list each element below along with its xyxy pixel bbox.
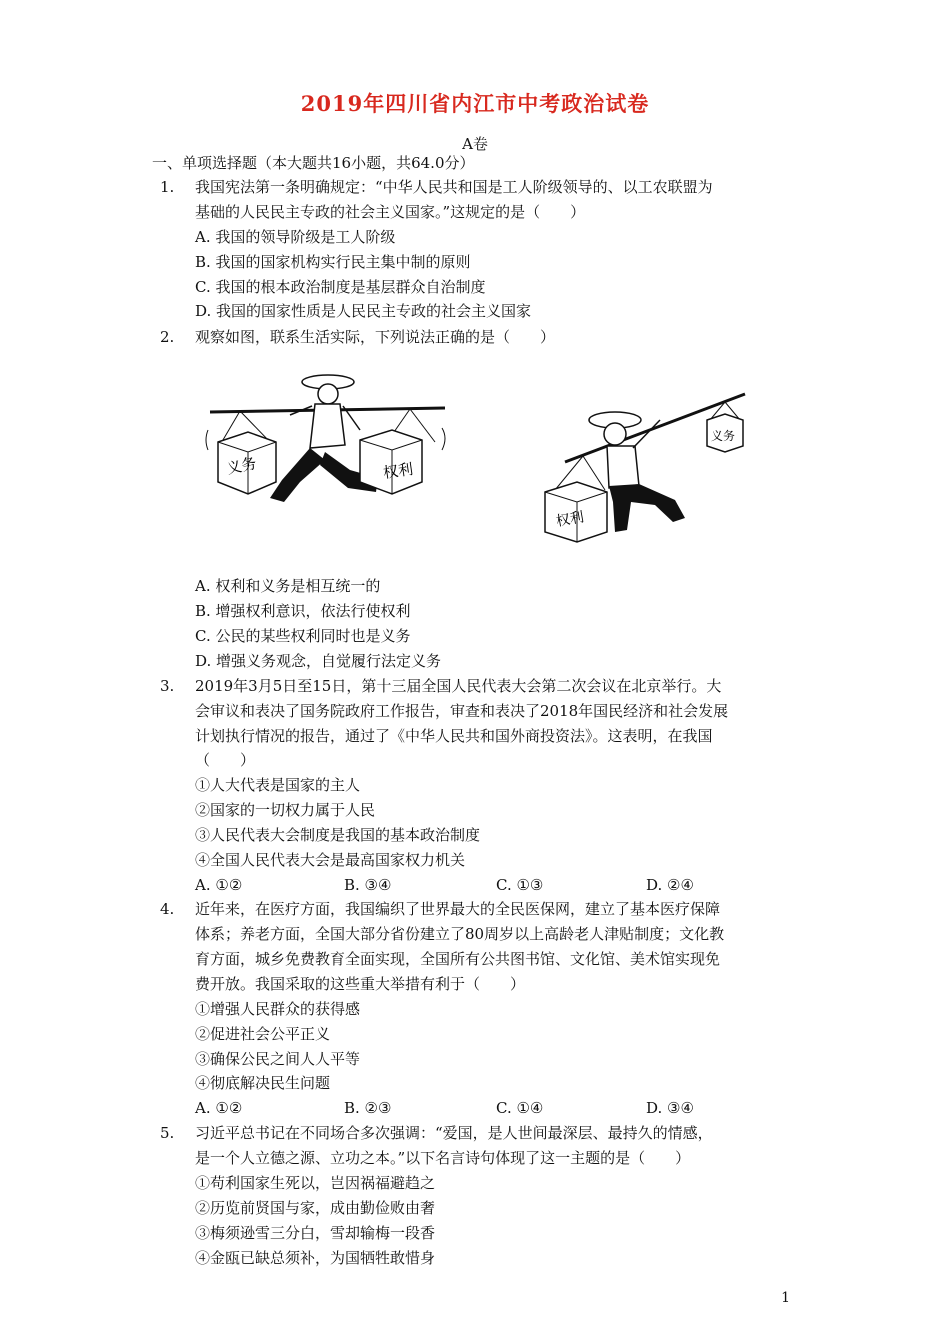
question-1-option-b: B. 我国的国家机构实行民主集中制的原则: [195, 253, 471, 271]
question-3-text-line: 计划执行情况的报告，通过了《中华人民共和国外商投资法》。这表明，在我国: [195, 727, 713, 745]
question-4-text-line: 体系；养老方面，全国大部分省份建立了80周岁以上高龄老人津贴制度；文化教: [195, 925, 725, 943]
question-5-item: ③梅须逊雪三分白，雪却输梅一段香: [195, 1224, 436, 1242]
question-4-item: ②促进社会公平正义: [195, 1025, 331, 1043]
question-2-option-c: C. 公民的某些权利同时也是义务: [195, 627, 411, 645]
cartoon-unbalanced-carrier: [535, 390, 765, 545]
question-5-text-line: 是一个人立德之源、立功之本。”以下名言诗句体现了这一主题的是（ ）: [195, 1149, 691, 1167]
question-1-text-line: 基础的人民民主专政的社会主义国家。”这规定的是（ ）: [195, 203, 586, 221]
question-3-text-line: （ ）: [195, 751, 256, 769]
question-5-item: ②历览前贤国与家，成由勤俭败由奢: [195, 1199, 436, 1217]
question-3-option-c: C. ①③: [496, 876, 544, 894]
question-1-option-d: D. 我国的国家性质是人民民主专政的社会主义国家: [195, 302, 532, 320]
question-4-text-line: 育方面，城乡免费教育全面实现，全国所有公共图书馆、文化馆、美术馆实现免: [195, 950, 721, 968]
question-2-option-d: D. 增强义务观念，自觉履行法定义务: [195, 652, 442, 670]
question-2-text-line: 观察如图，联系生活实际，下列说法正确的是（ ）: [195, 328, 556, 346]
volume-label: A卷: [462, 135, 488, 153]
question-4-option-d: D. ③④: [646, 1099, 694, 1117]
question-5-number: 5.: [160, 1124, 175, 1142]
question-4-option-c: C. ①④: [496, 1099, 544, 1117]
question-3-item: ③人民代表大会制度是我国的基本政治制度: [195, 826, 481, 844]
question-5-item: ④金瓯已缺总须补，为国牺牲敢惜身: [195, 1249, 436, 1267]
question-4-number: 4.: [160, 900, 175, 918]
question-2-option-b: B. 增强权利意识，依法行使权利: [195, 602, 411, 620]
question-3-item: ①人大代表是国家的主人: [195, 776, 361, 794]
question-4-option-a: A. ①②: [195, 1099, 243, 1117]
question-4-option-b: B. ②③: [344, 1099, 392, 1117]
question-1-option-a: A. 我国的领导阶级是工人阶级: [195, 228, 396, 246]
page-number: 1: [781, 1290, 790, 1306]
question-4-item: ④彻底解决民生问题: [195, 1074, 331, 1092]
question-5-item: ①苟利国家生死以，岂因祸福避趋之: [195, 1174, 436, 1192]
question-3-option-a: A. ①②: [195, 876, 243, 894]
question-3-option-b: B. ③④: [344, 876, 392, 894]
question-3-text-line: 2019年3月5日至15日，第十三届全国人民代表大会第二次会议在北京举行。大: [195, 677, 722, 695]
question-2-option-a: A. 权利和义务是相互统一的: [195, 577, 381, 595]
question-4-item: ③确保公民之间人人平等: [195, 1050, 361, 1068]
question-4-item: ①增强人民群众的获得感: [195, 1000, 361, 1018]
question-3-number: 3.: [160, 677, 175, 695]
page-title: 2019年四川省内江市中考政治试卷: [300, 91, 650, 116]
question-1-number: 1.: [160, 178, 175, 196]
question-1-text-line: 我国宪法第一条明确规定：“中华人民共和国是工人阶级领导的、以工农联盟为: [195, 178, 713, 196]
question-1-option-c: C. 我国的根本政治制度是基层群众自治制度: [195, 278, 486, 296]
question-2-number: 2.: [160, 328, 175, 346]
section-heading: 一、单项选择题（本大题共16小题，共64.0分）: [152, 154, 475, 172]
question-3-option-d: D. ②④: [646, 876, 694, 894]
box-label: 义务: [711, 429, 736, 443]
box-label: 权利: [382, 461, 415, 482]
box-label: 权利: [555, 510, 586, 530]
question-3-item: ②国家的一切权力属于人民: [195, 801, 376, 819]
question-3-text-line: 会审议和表决了国务院政府工作报告，审查和表决了2018年国民经济和社会发展: [195, 702, 729, 720]
question-5-text-line: 习近平总书记在不同场合多次强调：“爱国，是人世间最深层、最持久的情感，: [195, 1124, 713, 1142]
question-4-text-line: 费开放。我国采取的这些重大举措有利于（ ）: [195, 975, 526, 993]
cartoon-balanced-carrier: [200, 370, 460, 530]
box-label: 义务: [225, 456, 259, 478]
question-3-item: ④全国人民代表大会是最高国家权力机关: [195, 851, 466, 869]
question-4-text-line: 近年来，在医疗方面，我国编织了世界最大的全民医保网，建立了基本医疗保障: [195, 900, 721, 918]
